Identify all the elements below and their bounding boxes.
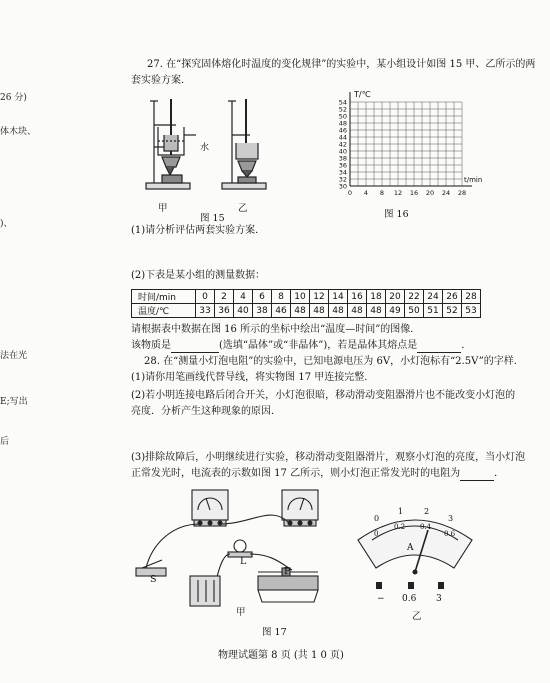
q28-part3-end: ．	[494, 468, 505, 479]
x-tick-label: 20	[425, 189, 435, 197]
table-cell: 16	[348, 290, 367, 304]
margin-fragment: 法在光	[0, 351, 28, 361]
y-tick-label: 34	[338, 168, 347, 177]
meter-scale-label: 2	[424, 507, 430, 516]
table-cell: 6	[253, 290, 272, 304]
meter-scale-small-label: 0	[374, 530, 379, 538]
y-tick-label: 52	[338, 105, 347, 114]
x-axis-label: t/min	[464, 176, 483, 184]
page-footer: 物理试题第 8 页 (共 1 0 页)	[218, 650, 344, 661]
terminal-06-label: 0.6	[402, 594, 417, 604]
table-cell: 20	[386, 290, 405, 304]
fig17-label-P: P	[284, 566, 291, 577]
q27-intro-line2: 套实验方案．	[131, 75, 191, 86]
y-tick-label: 46	[338, 126, 347, 135]
margin-fragment: E;写出	[0, 397, 28, 407]
x-tick-label: 16	[409, 189, 419, 197]
table-cell: 50	[405, 304, 424, 318]
y-tick-label: 44	[338, 133, 347, 142]
q28-part1: (1)请你用笔画线代替导线，将实物图 17 甲连接完整．	[131, 372, 375, 383]
meter-unit-label: A	[407, 543, 414, 553]
table-cell: 52	[443, 304, 462, 318]
meter-scale-small-label: 0.4	[420, 523, 432, 531]
meter-scale-label: 3	[448, 514, 454, 523]
y-tick-label: 30	[338, 182, 347, 191]
table-row	[132, 304, 481, 318]
fig15-label-water: 水	[200, 143, 210, 153]
table-cell: 48	[348, 304, 367, 318]
table-cell: 4	[234, 290, 253, 304]
fig17-label-L: L	[240, 556, 247, 567]
fig17-label-jia: 甲	[236, 607, 246, 618]
margin-fragment: 后	[0, 437, 10, 447]
meter-scale-small-label: 0.6	[444, 530, 456, 538]
y-tick-label: 40	[338, 147, 347, 156]
q27-substance-prefix: 该物质是	[131, 340, 171, 351]
y-tick-label: 48	[338, 119, 347, 128]
table-cell: 26	[443, 290, 462, 304]
y-tick-label: 54	[338, 98, 347, 107]
table-cell: 36	[215, 304, 234, 318]
x-tick-label: 24	[441, 189, 451, 197]
q27-draw-instruction: 请根据表中数据在图 16 所示的坐标中绘出“温度—时间”的图像．	[131, 324, 421, 335]
y-tick-label: 42	[338, 140, 347, 149]
q27-intro-line1: 27. 在“探究固体熔化时温度的变化规律”的实验中，某小组设计如图 15 甲、乙所示的两	[147, 59, 536, 70]
fig16-caption: 图 16	[384, 209, 409, 220]
x-tick-label: 0	[347, 189, 353, 197]
table-cell: 48	[310, 304, 329, 318]
answer-blank[interactable]	[171, 352, 219, 353]
y-axis-label: T/℃	[354, 90, 371, 99]
table-cell: 14	[329, 290, 348, 304]
fig17-label-yi: 乙	[412, 611, 422, 622]
table-cell: 48	[329, 304, 348, 318]
fig17-label-S: S	[150, 574, 157, 585]
q28-part3-line2: 正常发光时，电流表的示数如图 17 乙所示，则小灯泡正常发光时的电阻为	[131, 468, 461, 479]
x-tick-label: 8	[379, 189, 385, 197]
fig15-label-yi: 乙	[238, 203, 248, 214]
margin-fragment: 26 分)	[0, 93, 27, 103]
margin-fragment: )、	[0, 219, 13, 229]
q27-substance-question	[131, 339, 471, 353]
table-cell: 10	[291, 290, 310, 304]
q27-part2: (2)下表是某小组的测量数据：	[131, 270, 266, 281]
table-cell: 0	[196, 290, 215, 304]
q28-part2-line2: 亮度．分析产生这种现象的原因．	[131, 406, 281, 417]
x-tick-label: 12	[393, 189, 403, 197]
fig17-caption: 图 17	[262, 627, 287, 638]
terminal-3-label: 3	[436, 594, 442, 604]
terminal-minus-label: −	[377, 594, 385, 604]
answer-blank[interactable]	[460, 480, 494, 481]
meter-scale-small-label: 0.2	[394, 523, 406, 531]
q28-part2-line1: (2)若小明连接电路后闭合开关，小灯泡很暗，移动滑动变阻器滑片也不能改变小灯泡的	[131, 390, 516, 401]
table-cell: 2	[215, 290, 234, 304]
table-cell: 46	[272, 304, 291, 318]
q27-part1: (1)请分析评估两套实验方案．	[131, 225, 266, 236]
figure-17-ammeter-dial	[350, 506, 480, 606]
table-cell: 33	[196, 304, 215, 318]
table-cell: 51	[424, 304, 443, 318]
terminal-post	[438, 582, 444, 589]
y-tick-label: 38	[338, 154, 347, 163]
fig15-label-jia: 甲	[158, 203, 168, 214]
table-cell: 28	[462, 290, 481, 304]
table-cell: 18	[367, 290, 386, 304]
table-cell: 48	[367, 304, 386, 318]
x-tick-label: 28	[457, 189, 467, 197]
figure-16-grid	[328, 88, 483, 208]
meter-scale-label: 1	[398, 507, 404, 516]
table-cell: 53	[462, 304, 481, 318]
table-cell: 22	[405, 290, 424, 304]
table-row	[132, 290, 481, 304]
table-row-label: 温度/℃	[132, 304, 196, 318]
figure-15-apparatus	[140, 95, 280, 207]
y-tick-label: 36	[338, 161, 347, 170]
y-tick-label: 32	[338, 175, 347, 184]
answer-blank[interactable]	[417, 352, 461, 353]
measurement-table	[131, 289, 481, 318]
table-cell: 24	[424, 290, 443, 304]
table-cell: 40	[234, 304, 253, 318]
q28-part3-line1: (3)排除故障后，小明继续进行实验，移动滑动变阻器滑片，观察小灯泡的亮度，当小灯泡	[131, 452, 526, 463]
table-row-label: 时间/min	[132, 290, 196, 304]
fig15-caption: 图 15	[200, 213, 225, 224]
figure-17-circuit	[132, 484, 342, 612]
terminal-post	[376, 582, 382, 589]
y-tick-label: 50	[338, 112, 347, 121]
table-cell: 38	[253, 304, 272, 318]
meter-scale-label: 0	[374, 514, 380, 523]
table-cell: 12	[310, 290, 329, 304]
q27-substance-end: ．	[461, 340, 472, 351]
table-cell: 48	[291, 304, 310, 318]
q28-intro: 28. 在“测量小灯泡电阻”的实验中，已知电源电压为 6V，小灯泡标有“2.5V”的字样．	[144, 356, 524, 367]
table-cell: 49	[386, 304, 405, 318]
x-tick-label: 4	[363, 189, 369, 197]
table-cell: 8	[272, 290, 291, 304]
terminal-post	[408, 582, 414, 589]
margin-fragment: 体木块、	[0, 127, 37, 137]
q28-part3-question	[131, 467, 504, 481]
q27-substance-middle: (选填“晶体”或“非晶体”)，若是晶体其熔点是	[219, 340, 418, 351]
